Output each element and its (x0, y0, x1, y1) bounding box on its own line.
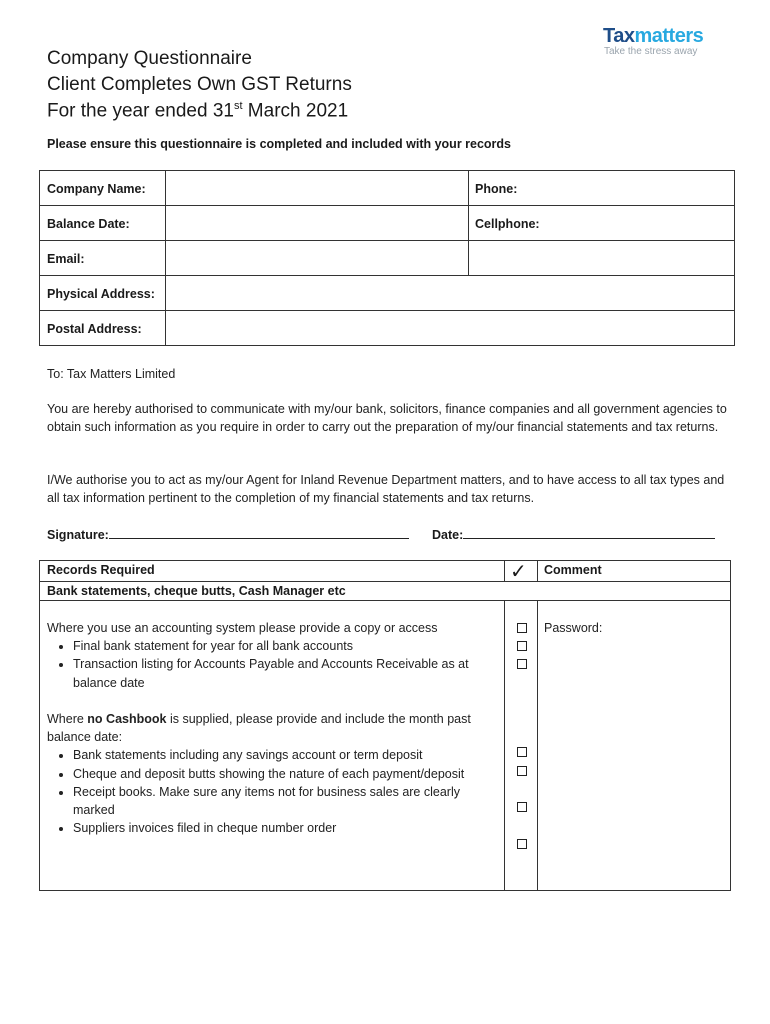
title-line-3 (47, 101, 348, 120)
no-cashbook-bold: no Cashbook (87, 712, 167, 726)
list-item: • Transaction listing for Accounts Payable and Accounts Receivable as at balance date (73, 655, 502, 691)
checkbox-receipt-books[interactable] (517, 802, 527, 812)
postal-address-field[interactable] (166, 311, 734, 345)
divider (40, 581, 730, 582)
title-line-2: Client Completes Own GST Returns (47, 74, 352, 95)
no-cashbook-intro (47, 710, 502, 746)
checkbox-transaction-listing[interactable] (517, 659, 527, 669)
title-year-suffix: March 2021 (242, 100, 349, 122)
list-item: • Final bank statement for year for all bank accounts (73, 637, 502, 655)
no-cashbook-block (47, 710, 502, 837)
records-required-header: Records Required (47, 563, 155, 577)
phone-field[interactable] (540, 171, 734, 205)
logo-tagline: Take the stress away (604, 46, 698, 57)
comment-header: Comment (544, 563, 602, 577)
phone-label: Phone: (475, 182, 518, 196)
authorisation-paragraph-2: I/We authorise you to act as my/our Agent for Inland Revenue Department matters, and to have access to all tax types and all tax information pertinent to the completion of my financial statements and tax returns. (47, 473, 725, 505)
logo-tax-text: Tax (603, 25, 635, 47)
checkbox-cheque-butts[interactable] (517, 766, 527, 776)
date-label: Date: (432, 528, 464, 542)
signature-row (47, 526, 409, 542)
addressee: To: Tax Matters Limited (47, 367, 176, 381)
intro-suffix: is supplied, please provide and include the month past balance date: (47, 712, 471, 745)
cellphone-field[interactable] (560, 206, 734, 240)
divider (468, 171, 469, 276)
signature-line[interactable] (109, 526, 409, 539)
checkbox-suppliers-invoices[interactable] (517, 839, 527, 849)
no-cashbook-list (47, 746, 502, 837)
title-superscript: st (233, 100, 243, 112)
checkmark-icon: ✓ (510, 559, 527, 583)
logo-wordmark (603, 26, 703, 46)
date-row (432, 526, 715, 542)
divider (537, 561, 538, 581)
password-label: Password: (544, 621, 603, 635)
company-name-field[interactable] (166, 171, 467, 205)
balance-date-label: Balance Date: (47, 217, 130, 231)
email-field[interactable] (166, 241, 467, 275)
company-name-label: Company Name: (47, 182, 146, 196)
list-item: • Bank statements including any savings account or term deposit (73, 746, 502, 764)
company-info-table (39, 170, 735, 346)
physical-address-field[interactable] (166, 276, 734, 310)
list-item: • Receipt books. Make sure any items not for business sales are clearly marked (73, 783, 502, 819)
checkbox-final-bank-statement[interactable] (517, 641, 527, 651)
signature-label: Signature: (47, 528, 109, 542)
divider (537, 600, 538, 890)
accounting-system-list (47, 637, 502, 692)
physical-address-label: Physical Address: (47, 287, 155, 301)
list-item: • Suppliers invoices filed in cheque number order (73, 819, 502, 837)
balance-date-field[interactable] (166, 206, 467, 240)
bank-statements-section-title: Bank statements, cheque butts, Cash Manager etc (47, 584, 346, 598)
intro-prefix: Where (47, 712, 88, 726)
records-table (39, 560, 731, 891)
accounting-system-block (47, 619, 502, 692)
divider (40, 600, 730, 601)
divider (504, 600, 505, 890)
postal-address-label: Postal Address: (47, 322, 142, 336)
logo-matters-text: matters (634, 25, 704, 47)
accounting-system-intro: Where you use an accounting system please provide a copy or access (47, 621, 438, 635)
list-item: • Cheque and deposit butts showing the nature of each payment/deposit (73, 765, 502, 783)
title-line-1: Company Questionnaire (47, 48, 252, 69)
checkbox-accounting-access[interactable] (517, 623, 527, 633)
divider (504, 561, 505, 581)
checkbox-bank-statements[interactable] (517, 747, 527, 757)
date-line[interactable] (463, 526, 715, 539)
authorisation-paragraph-1: You are hereby authorised to communicate with my/our bank, solicitors, finance companies and all government agencies to obtain such information as you require in order to carry out the preparation of my/our financial statements and tax returns. (47, 402, 727, 434)
cellphone-label: Cellphone: (475, 217, 540, 231)
email-label: Email: (47, 252, 85, 266)
title-year-prefix: For the year ended 31 (47, 100, 234, 122)
instructions-subtitle: Please ensure this questionnaire is completed and included with your records (47, 137, 512, 151)
taxmatters-logo (603, 26, 723, 60)
